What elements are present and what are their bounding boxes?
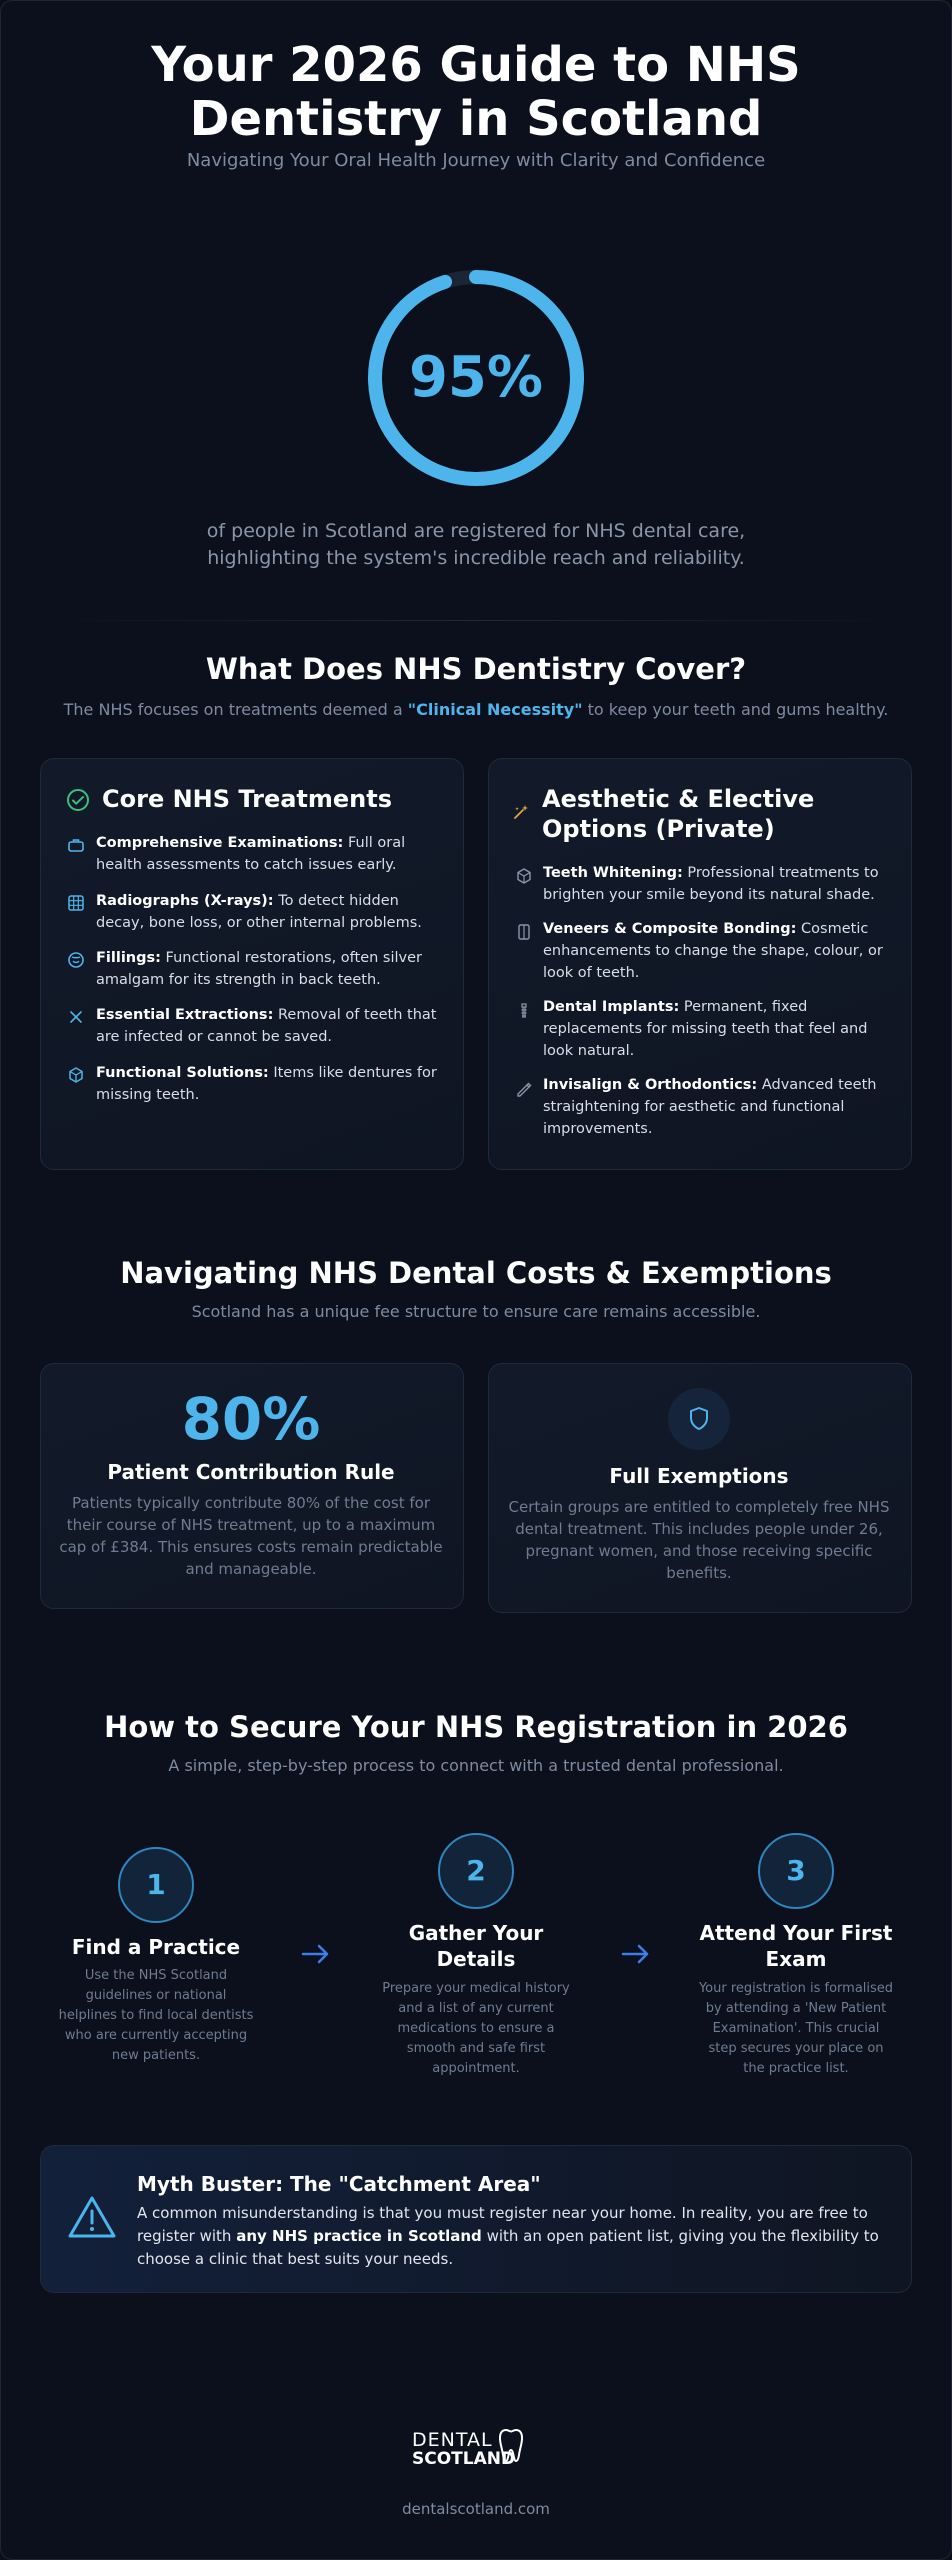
aesthetic-item-label: Dental Implants:: [543, 999, 680, 1015]
coverage-heading: What Does NHS Dentistry Cover?: [205, 652, 747, 686]
step-desc-line: Your registration is formalised: [698, 1981, 894, 1996]
aesthetic-item-text: improvements.: [543, 1121, 653, 1137]
page-title: [0, 38, 952, 146]
contribution-value: 80%: [181, 1385, 321, 1453]
svg-text:SCOTLAND: SCOTLAND: [412, 2449, 516, 2469]
step-desc-line: by attending a 'New Patient: [705, 2001, 887, 2016]
arrow-right-icon: [300, 1942, 332, 1966]
aesthetic-title-line-1: Aesthetic & Elective: [542, 785, 815, 813]
exemptions-desc-line: dental treatment. This includes people under 26,: [515, 1520, 883, 1538]
step-desc-line: Prepare your medical history: [382, 1981, 570, 1996]
registration-stat-value: 95%: [408, 345, 544, 410]
step-desc-line: the practice list.: [743, 2061, 849, 2076]
coverage-desc-before: The NHS focuses on treatments deemed a: [63, 700, 408, 719]
title-line-1: Your 2026 Guide to NHS: [151, 37, 801, 93]
step-title-line: Gather Your: [408, 1921, 544, 1945]
myth-text-line: choose a clinic that best suits your needs.: [137, 2250, 454, 2268]
warning-triangle-icon: [66, 2194, 118, 2240]
core-item-fillings: [96, 947, 446, 991]
contribution-title: Patient Contribution Rule: [107, 1460, 395, 1484]
aesthetic-item-text: brighten your smile beyond its natural shade.: [543, 887, 875, 903]
core-item-text: amalgam for its strength in back teeth.: [96, 972, 381, 988]
myth-text-part: with an open patient list, giving you the flexibility to: [481, 2227, 879, 2245]
contribution-desc-line: and manageable.: [185, 1560, 317, 1578]
step-desc-line: Examination'. This crucial: [712, 2021, 880, 2036]
exemptions-desc-line: pregnant women, and those receiving specific: [525, 1542, 873, 1560]
contribution-desc-line: cap of £384. This ensures costs remain predictable: [59, 1538, 443, 1556]
aesthetic-item-text: look natural.: [543, 1043, 635, 1059]
sparkle-icon: [515, 867, 533, 885]
filling-icon: [67, 951, 85, 969]
myth-text-line: A common misunderstanding is that you must register near your home. In reality, you are free to: [137, 2204, 868, 2222]
core-item-text: missing teeth.: [96, 1087, 200, 1103]
footer-website: dentalscotland.com: [402, 2500, 550, 2518]
core-item-label: Functional Solutions:: [96, 1065, 269, 1081]
aesthetic-item-text: enhancements to change the shape, colour, or: [543, 943, 883, 959]
aesthetic-item-text: replacements for missing teeth that feel and: [543, 1021, 868, 1037]
core-item-text: Functional restorations, often silver: [160, 950, 422, 966]
sparkle-wand-icon: [512, 803, 530, 821]
aesthetic-item-text: straightening for aesthetic and functional: [543, 1099, 845, 1115]
aesthetic-item-text: Professional treatments to: [682, 865, 879, 881]
coverage-description: [0, 700, 952, 719]
core-item-text: Removal of teeth that: [273, 1007, 437, 1023]
aesthetic-item-text: Cosmetic: [796, 921, 869, 937]
aligner-icon: [515, 1079, 533, 1097]
cube-icon: [67, 1066, 85, 1084]
step-title-1: [40, 1934, 272, 1960]
costs-heading: Navigating NHS Dental Costs & Exemptions: [120, 1256, 832, 1290]
implant-icon: [515, 1002, 533, 1020]
section-divider: [40, 620, 912, 621]
step-desc-line: smooth and safe first: [406, 2041, 546, 2056]
dental-scotland-logo: [410, 2418, 542, 2482]
aesthetic-item-label: Teeth Whitening:: [543, 865, 683, 881]
core-item-label: Fillings:: [96, 950, 161, 966]
step-number-3: 3: [758, 1833, 834, 1909]
aesthetic-item-whitening: [543, 862, 893, 906]
core-item-label: Comprehensive Examinations:: [96, 835, 344, 851]
costs-description: Scotland has a unique fee structure to ensure care remains accessible.: [191, 1302, 761, 1321]
core-item-text: are infected or cannot be saved.: [96, 1029, 333, 1045]
page-subtitle: Navigating Your Oral Health Journey with Clarity and Confidence: [186, 150, 766, 171]
step-title-2: [360, 1920, 592, 1972]
coverage-desc-after: to keep your teeth and gums healthy.: [582, 700, 889, 719]
aesthetic-item-implants: [543, 996, 903, 1062]
arrow-right-icon: [620, 1942, 652, 1966]
registration-heading: How to Secure Your NHS Registration in 2026: [104, 1710, 848, 1744]
core-item-text: Items like dentures for: [268, 1065, 437, 1081]
aesthetic-item-invisalign: [543, 1074, 903, 1140]
aesthetic-item-veneers: [543, 918, 903, 984]
stat-text-line-2: highlighting the system's incredible reach and reliability.: [207, 547, 745, 569]
clinical-necessity-highlight: "Clinical Necessity": [407, 700, 583, 719]
core-item-label: Radiographs (X-rays):: [96, 893, 274, 909]
registration-stat-text: [0, 518, 952, 572]
step-title-line: Details: [436, 1947, 516, 1971]
core-item-extractions: [96, 1004, 446, 1048]
step-desc-line: Use the NHS Scotland: [84, 1968, 228, 1983]
step-title-line: Exam: [765, 1947, 827, 1971]
step-description-1: [40, 1966, 272, 2066]
myth-text-line: [137, 2225, 897, 2248]
registration-description: A simple, step-by-step process to connect with a trusted dental professional.: [168, 1756, 784, 1775]
x-icon: [67, 1008, 85, 1026]
title-line-2: Dentistry in Scotland: [189, 91, 763, 147]
exemptions-desc-line: Certain groups are entitled to completely free NHS: [508, 1498, 890, 1516]
step-desc-line: new patients.: [111, 2048, 201, 2063]
step-desc-line: appointment.: [432, 2061, 520, 2076]
contribution-desc-line: Patients typically contribute 80% of the cost for: [72, 1494, 430, 1512]
myth-buster-text: [137, 2202, 897, 2271]
step-title-line: Find a Practice: [71, 1935, 241, 1959]
aesthetic-options-title: [542, 784, 814, 844]
myth-text-bold: any NHS practice in Scotland: [236, 2227, 482, 2245]
aesthetic-item-label: Veneers & Composite Bonding:: [543, 921, 797, 937]
aesthetic-item-text: Permanent, fixed: [679, 999, 808, 1015]
step-description-2: [360, 1979, 592, 2079]
core-item-label: Essential Extractions:: [96, 1007, 274, 1023]
myth-text-part: register with: [137, 2227, 237, 2245]
stat-text-line-1: of people in Scotland are registered for NHS dental care,: [206, 520, 746, 542]
step-desc-line: and a list of any current: [398, 2001, 554, 2016]
core-item-radiographs: [96, 890, 446, 934]
exemptions-desc-line: benefits.: [666, 1564, 732, 1582]
aesthetic-title-line-2: Options (Private): [542, 815, 775, 843]
core-item-examinations: [96, 832, 446, 876]
myth-buster-title: Myth Buster: The "Catchment Area": [137, 2172, 541, 2196]
aesthetic-item-text: Advanced teeth: [757, 1077, 877, 1093]
step-description-3: [680, 1979, 912, 2079]
aesthetic-item-label: Invisalign & Orthodontics:: [543, 1077, 758, 1093]
briefcase-icon: [67, 836, 85, 854]
aesthetic-item-text: look of teeth.: [543, 965, 640, 981]
core-item-text: To detect hidden: [273, 893, 399, 909]
svg-text:DENTAL: DENTAL: [412, 2429, 493, 2451]
step-desc-line: guidelines or national: [85, 1988, 227, 2003]
step-title-line: Attend Your First: [699, 1921, 893, 1945]
core-item-text: health assessments to catch issues early.: [96, 857, 397, 873]
step-number-1: 1: [118, 1847, 194, 1923]
check-circle-icon: [66, 788, 90, 812]
core-treatments-title: Core NHS Treatments: [102, 785, 393, 813]
exemptions-description: [488, 1496, 910, 1584]
core-item-functional-solutions: [96, 1062, 446, 1106]
step-title-3: [680, 1920, 912, 1972]
core-item-text: Full oral: [343, 835, 406, 851]
step-desc-line: step secures your place on: [708, 2041, 884, 2056]
step-desc-line: helplines to find local dentists: [58, 2008, 254, 2023]
shield-icon: [687, 1406, 711, 1432]
step-number-2: 2: [438, 1833, 514, 1909]
grid-icon: [67, 894, 85, 912]
step-desc-line: medications to ensure a: [397, 2021, 555, 2036]
veneer-icon: [515, 923, 533, 941]
exemptions-title: Full Exemptions: [609, 1464, 789, 1488]
core-item-text: decay, bone loss, or other internal problems.: [96, 915, 422, 931]
contribution-description: [40, 1492, 462, 1580]
step-desc-line: who are currently accepting: [64, 2028, 248, 2043]
contribution-desc-line: their course of NHS treatment, up to a maximum: [66, 1516, 436, 1534]
